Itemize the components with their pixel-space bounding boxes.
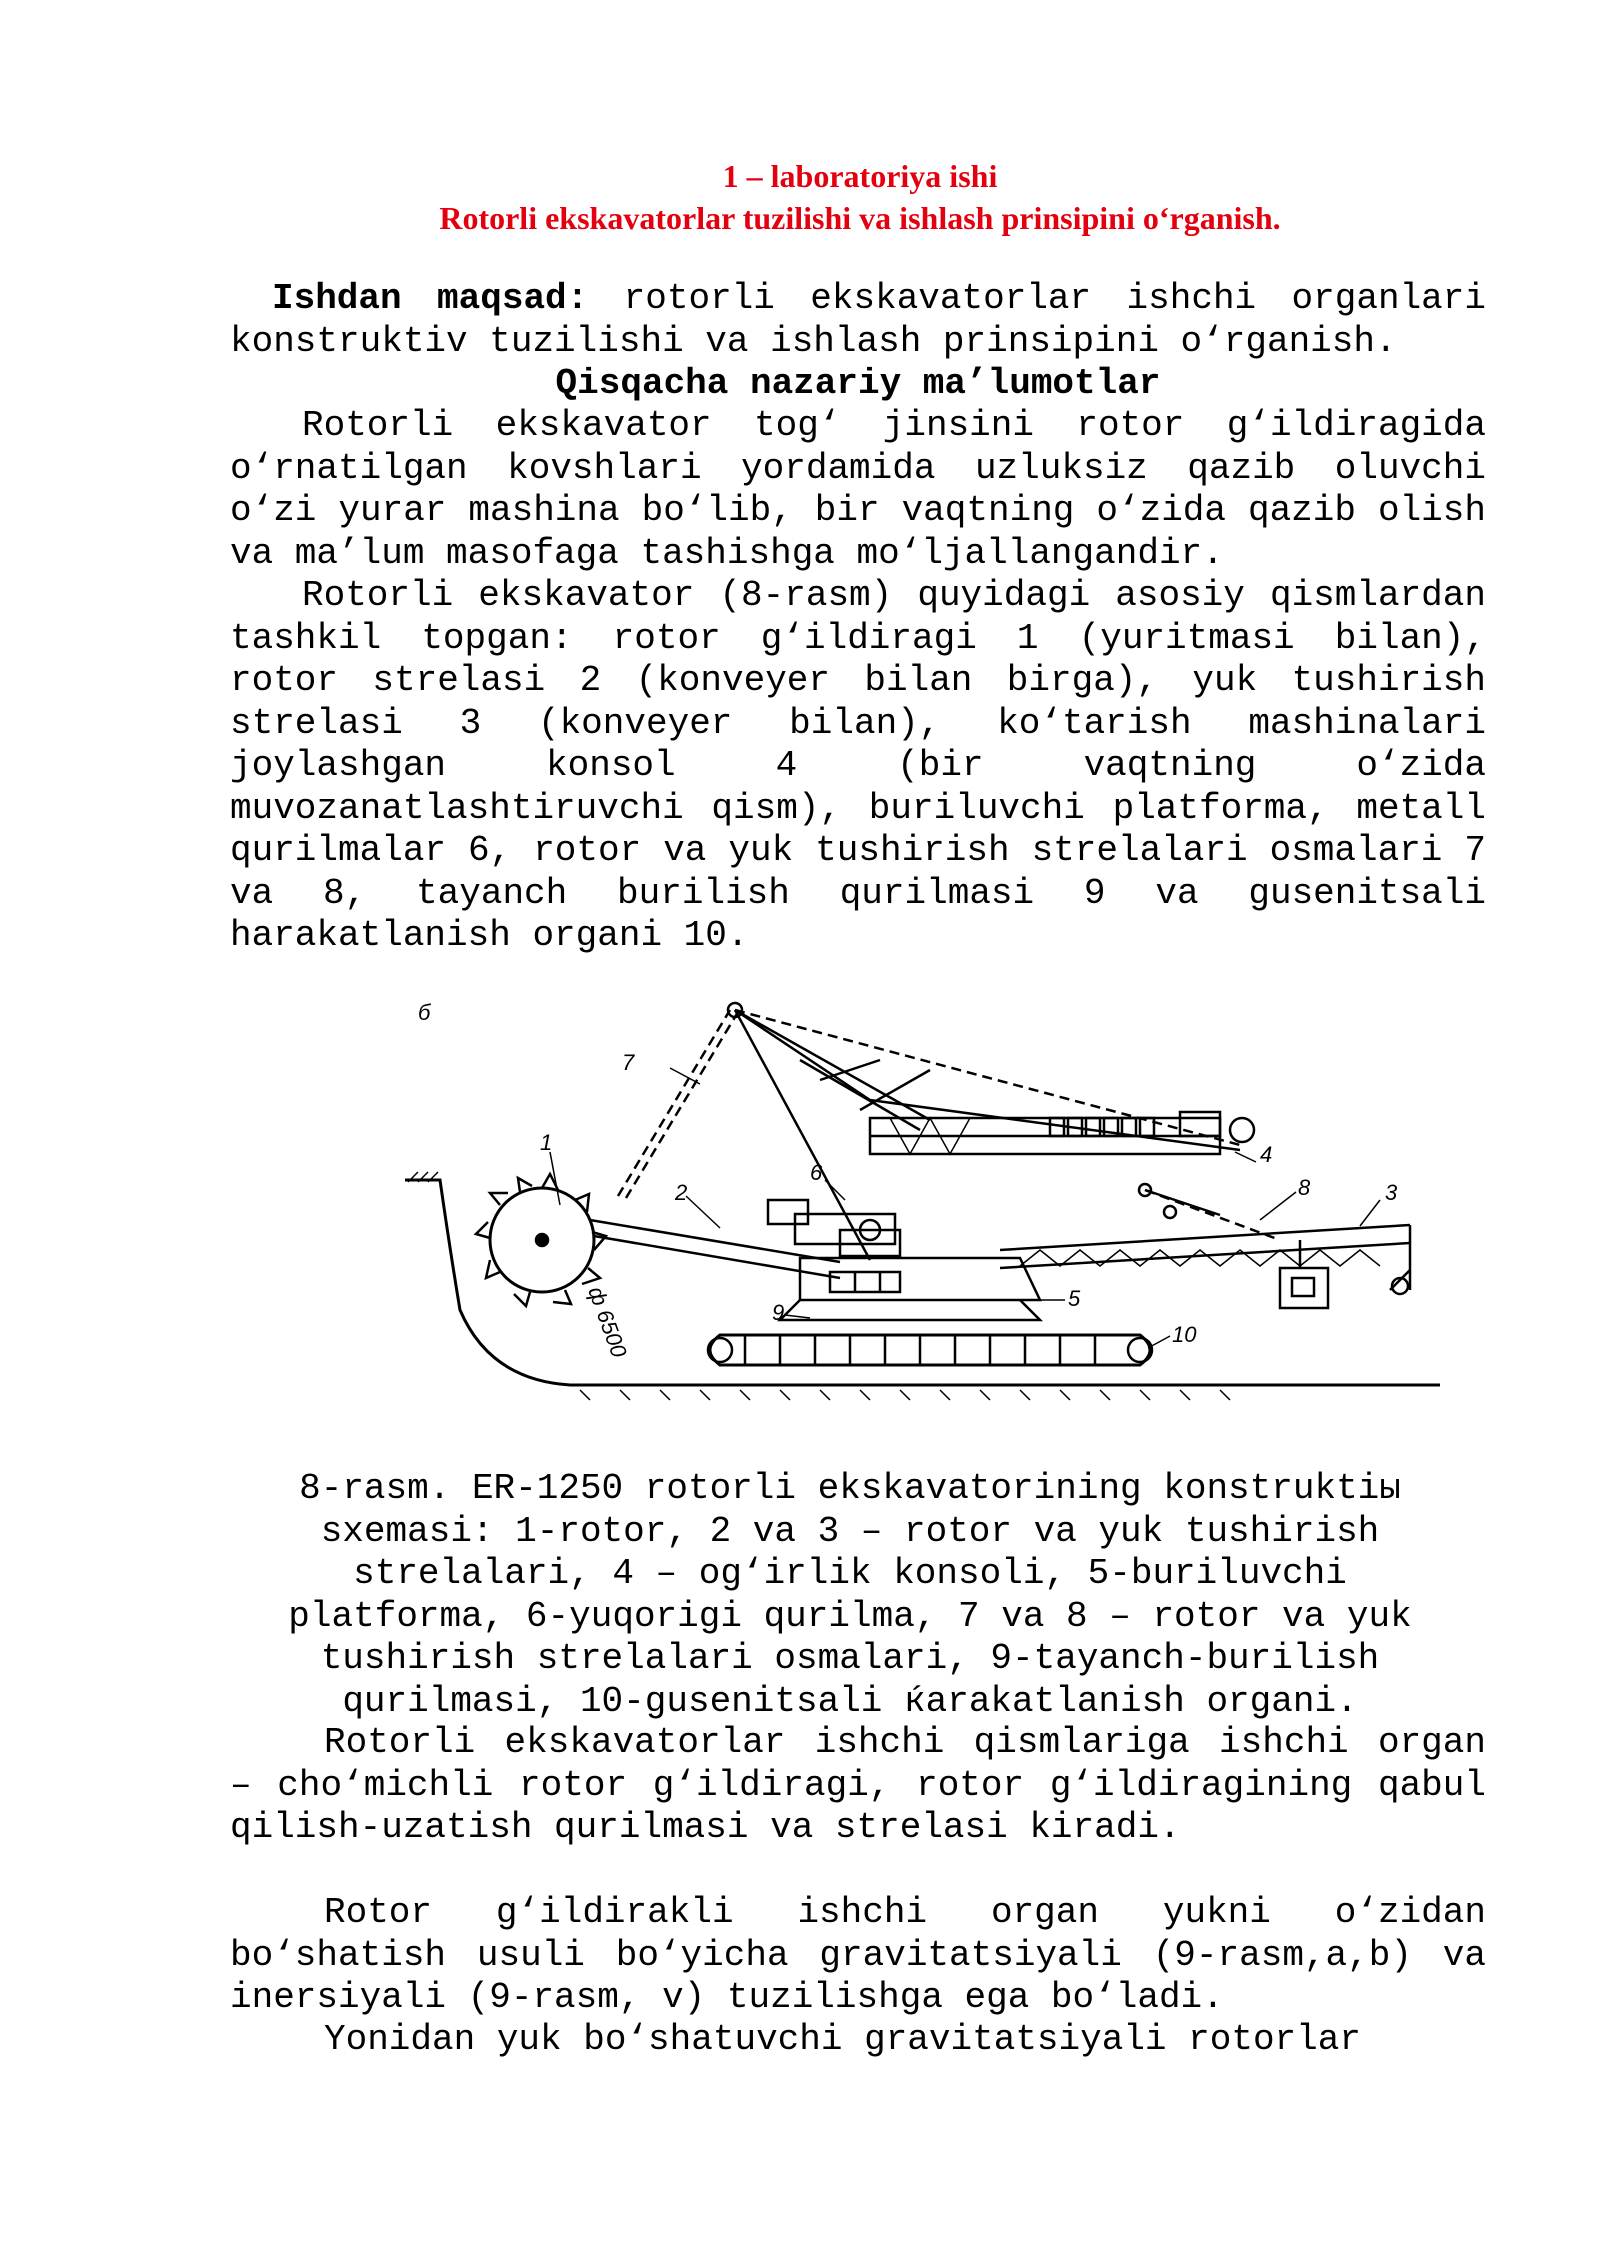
figure-dimension-label: ф 6500 — [583, 1283, 632, 1361]
objective-paragraph — [230, 278, 1486, 363]
figure-label-10: 10 — [1172, 1322, 1197, 1347]
figure-label-7: 7 — [622, 1050, 635, 1075]
lab-subtitle: Rotorli ekskavatorlar tuzilishi va ishlash prinsipini o‘rganish. — [439, 200, 1281, 236]
paragraph-4: Rotor g‘ildirakli ishchi organ yukni o‘zidan bo‘shatish usuli bo‘yicha gravitatsiyali (9-rasm,a,b) va inersiyali (9-rasm, v) tuzilishga ega bo‘ladi. — [230, 1892, 1486, 2018]
figure-label-8: 8 — [1298, 1175, 1311, 1200]
figure-label-5: 5 — [1068, 1286, 1081, 1311]
excavator-figure — [400, 1000, 1440, 1420]
paragraph-2: Rotorli ekskavator (8-rasm) quyidagi asosiy qismlardan tashkil topgan: rotor g‘ildiragi 1 (yuritmasi bilan), rotor strelasi 2 (konveyer bilan birga), yuk tushirish strelasi 3 (konveyer bilan), ko‘tarish mashinalari joylashgan konsol 4 (bir vaqtning o‘zida muvozanatlashtiruvchi qism), buriluvchi platforma, metall qurilmalar 6, rotor va yuk tushirish strelalari osmalari 7 va 8, tayanch burilish qurilmasi 9 va gusenitsali harakatlanish organi 10. — [230, 575, 1486, 956]
figure-label-4: 4 — [1260, 1142, 1273, 1167]
figure-label-1: 1 — [540, 1130, 553, 1155]
figure-corner-mark: б — [418, 1000, 431, 1025]
objective-text: rotorli ekskavatorlar ishchi organlari konstruktiv tuzilishi va ishlash prinsipini o‘rganish. — [230, 278, 1486, 362]
paragraph-1: Rotorli ekskavator tog‘ jinsini rotor g‘ildiragida o‘rnatilgan kovshlari yordamida uzluksiz qazib oluvchi o‘zi yurar mashina bo‘lib, bir vaqtning o‘zida qazib olish va ma’lum masofaga tashishga mo‘ljallangandir. — [230, 405, 1486, 574]
paragraph-3: Rotorli ekskavatorlar ishchi qismlariga ishchi organ – cho‘michli rotor g‘ildiragi, rotor g‘ildiragining qabul qilish-uzatish qurilmasi va strelasi kiradi. — [230, 1722, 1486, 1848]
objective-label: Ishdan maqsad: — [272, 278, 589, 319]
figure-label-3: 3 — [1385, 1180, 1398, 1205]
figure-label-9: 9 — [772, 1300, 785, 1325]
excavator-diagram — [400, 1000, 1440, 1420]
paragraph-5: Yonidan yuk bo‘shatuvchi gravitatsiyali rotorlar — [324, 2019, 1361, 2060]
figure-label-2: 2 — [675, 1180, 688, 1205]
theory-heading: Qisqacha nazariy ma’lumotlar — [555, 363, 1161, 404]
lab-title: 1 – laboratoriya ishi — [722, 158, 998, 194]
figure-label-6: 6 — [810, 1160, 823, 1185]
figure-caption: 8-rasm. ER-1250 rotorli ekskavatorining konstruktiы sxemasi: 1-rotor, 2 va 3 – rotor va yuk tushirish strelalari, 4 – og‘irlik konsoli, 5-buriluvchi platforma, 6-yuqorigi qurilma, 7 va 8 – rotor va yuk tushirish strelalari osmalari, 9-tayanch-burilish qurilmasi, 10-gusenitsali ќarakatlanish organi. — [288, 1468, 1412, 1722]
